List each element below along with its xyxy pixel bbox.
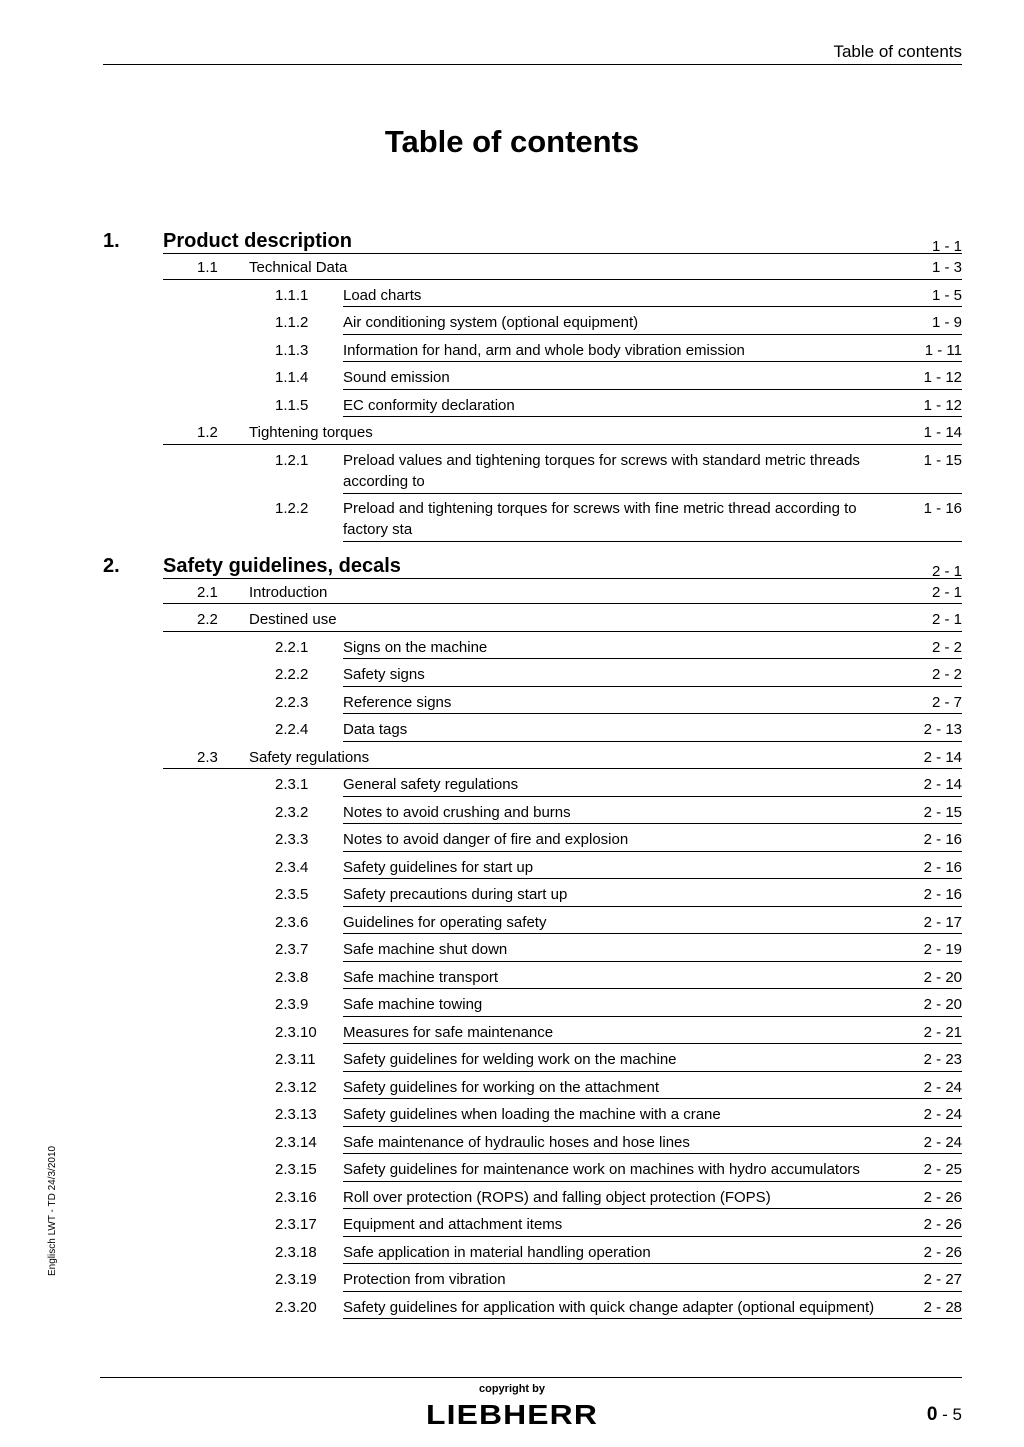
toc-entry-page: 2 - 2: [931, 638, 962, 656]
toc-entry-page: 1 - 5: [931, 286, 962, 304]
toc-entry-title: Safety signs: [343, 666, 425, 683]
toc-entry-number: 1.1.5: [275, 396, 309, 414]
toc-entry-title: General safety regulations: [343, 776, 519, 793]
toc-entry-rule: [343, 493, 962, 494]
toc-entry-number: 2.2: [197, 611, 218, 628]
toc-entry-rule: [163, 631, 962, 632]
toc-entry-number: 2.3.8: [275, 968, 309, 986]
toc-entry-title: Reference signs: [343, 693, 452, 711]
toc-entry-number: 2.2.3: [275, 693, 309, 711]
toc-entry-page: 2 - 16: [923, 886, 962, 903]
toc-entry-page: 2 - 17: [923, 913, 962, 931]
toc-entry-page: 2 - 20: [923, 968, 962, 986]
toc-entry-page: 2 - 20: [923, 996, 962, 1013]
toc-entry-number: 1.2.1: [275, 451, 309, 469]
toc-entry-number: 2.3.4: [275, 858, 309, 876]
toc-entry-rule: [343, 1291, 962, 1292]
toc-entry-rule: [343, 906, 962, 907]
toc-entry-title: Signs on the machine: [343, 638, 488, 656]
toc-entry-number: 1.1.4: [275, 369, 309, 386]
toc-entry-rule: [343, 334, 962, 335]
toc-entry-rule: [163, 444, 962, 445]
toc-entry-number: 1.1.1: [275, 286, 309, 304]
toc-entry-number: 2.3.11: [275, 1051, 316, 1068]
toc-entry-rule: [343, 1153, 962, 1154]
toc-entry-page: 2 - 24: [923, 1106, 962, 1123]
toc-entry-title: Data tags: [343, 721, 408, 738]
toc-entry-page: 1 - 11: [924, 341, 962, 359]
toc-entry-rule: [343, 686, 962, 687]
toc-entry-rule: [343, 1181, 962, 1182]
toc-entry-number: 2.2.1: [275, 638, 309, 656]
toc-entry-rule: [343, 1318, 962, 1319]
toc-entry-page: 2 - 25: [923, 1161, 962, 1178]
toc-entry-rule: [343, 1043, 962, 1044]
toc-entry-page: 2 - 24: [923, 1133, 962, 1151]
toc-entry-number: 2.3.9: [275, 996, 309, 1013]
toc-entry-number: 2.3.14: [275, 1133, 317, 1151]
toc-entry-title: Tightening torques: [249, 424, 373, 441]
toc-entry-title: Preload and tightening torques for screws with fine metric thread according to factory sta: [343, 499, 857, 538]
toc-entry-page: 2 - 26: [923, 1243, 962, 1261]
toc-entry-rule: [343, 878, 962, 879]
toc-entry-number: 1.: [103, 230, 120, 252]
toc-entry-page: 2 - 27: [923, 1271, 962, 1288]
toc-entry-page: 2 - 14: [923, 748, 962, 766]
toc-entry-page: 2 - 21: [923, 1023, 962, 1041]
toc-entry-number: 2.3.16: [275, 1188, 317, 1206]
toc-entry-rule: [343, 988, 962, 989]
toc-entry-page: 2 - 16: [923, 831, 962, 848]
toc-entry-number: 2.3.12: [275, 1078, 317, 1096]
toc-entry-page: 1 - 12: [923, 396, 962, 414]
toc-entry-page: 2 - 26: [923, 1216, 962, 1233]
toc-entry-rule: [343, 1263, 962, 1264]
toc-entry-page: 2 - 13: [923, 721, 962, 738]
toc-entry-title: Safe maintenance of hydraulic hoses and hose lines: [343, 1133, 690, 1151]
toc-entry-number: 2.3: [197, 748, 218, 766]
toc-entry-title: Safety guidelines, decals: [163, 554, 401, 577]
liebherr-logo: [424, 1400, 600, 1428]
toc-entry-page: 2 - 14: [923, 776, 962, 793]
page-suffix: - 5: [937, 1405, 962, 1424]
toc-entry-page: 2 - 7: [931, 693, 962, 711]
toc-entry-title: Protection from vibration: [343, 1271, 506, 1288]
toc-entry-title: EC conformity declaration: [343, 396, 515, 414]
toc-entry-rule: [343, 741, 962, 742]
toc-entry-title: Sound emission: [343, 369, 450, 386]
toc-entry-rule: [343, 541, 962, 542]
toc-entry-title: Safety guidelines for maintenance work on machines with hydro accumulators: [343, 1161, 860, 1178]
toc-entry-rule: [343, 1071, 962, 1072]
toc-entry-number: 2.2.2: [275, 666, 309, 683]
toc-entry-title: Safety guidelines when loading the machine with a crane: [343, 1106, 721, 1123]
header-title: Table of contents: [833, 42, 962, 61]
toc-entry-rule: [343, 1208, 962, 1209]
toc-entry-number: 2.3.13: [275, 1106, 317, 1123]
toc-entry-title: Destined use: [249, 611, 337, 628]
toc-entry-rule: [343, 933, 962, 934]
toc-entry-rule: [343, 306, 962, 307]
toc-entry-page: 1 - 9: [931, 314, 962, 331]
toc-entry-title: Equipment and attachment items: [343, 1216, 563, 1233]
toc-entry-rule: [343, 1016, 962, 1017]
toc-entry-title: Safety guidelines for working on the attachment: [343, 1078, 660, 1096]
toc-entry-title: Safety precautions during start up: [343, 886, 568, 903]
toc-entry-number: 2.3.6: [275, 913, 309, 931]
toc-entry-title: Preload values and tightening torques for screws with standard metric threads according to: [343, 451, 860, 490]
toc-entry-number: 2.3.7: [275, 941, 309, 958]
toc-entry-rule: [343, 713, 962, 714]
toc-entry-page: 2 - 15: [923, 803, 962, 821]
toc-entry-rule: [163, 279, 962, 280]
toc-entry-number: 2.3.1: [275, 776, 309, 793]
toc-entry-rule: [343, 361, 962, 362]
toc-entry-number: 2.3.17: [275, 1216, 317, 1233]
toc-entry-number: 2.2.4: [275, 721, 309, 738]
toc-entry-title: Notes to avoid crushing and burns: [343, 803, 571, 821]
toc-entry-rule: [163, 578, 962, 579]
toc-entry-title: Product description: [163, 230, 352, 252]
chapter-number: 0: [926, 1404, 938, 1425]
logo-text: LIEBHERR: [426, 1400, 598, 1428]
toc-entry-page: 2 - 23: [923, 1051, 962, 1068]
toc-entry-rule: [343, 1126, 962, 1127]
toc-entry-page: 2 - 1: [931, 611, 962, 628]
toc-entry-title: Introduction: [249, 583, 328, 601]
toc-entry-number: 2.3.15: [275, 1161, 317, 1178]
toc-entry-title: Safety regulations: [249, 748, 370, 766]
toc-entry-rule: [343, 1098, 962, 1099]
toc-entry-title: Safe machine transport: [343, 968, 499, 986]
toc-entry-page: 1 - 14: [923, 424, 962, 441]
toc-entry-rule: [343, 658, 962, 659]
toc-entry-rule: [343, 796, 962, 797]
toc-entry-page: 2 - 16: [923, 858, 962, 876]
toc-entry-number: 2.3.3: [275, 831, 309, 848]
toc-entry-rule: [343, 389, 962, 390]
page-title: Table of contents: [384, 124, 640, 159]
toc-entry-number: 2.3.2: [275, 803, 309, 821]
toc-entry-number: 2.: [103, 554, 120, 577]
toc-entry-page: 2 - 28: [923, 1298, 962, 1316]
toc-entry-title: Notes to avoid danger of fire and explosion: [343, 831, 629, 848]
toc-entry-page: 1 - 3: [931, 259, 962, 276]
toc-entry-rule: [343, 961, 962, 962]
toc-entry-number: 2.3.19: [275, 1271, 317, 1288]
toc-entry-number: 1.1: [197, 259, 218, 276]
toc-entry-title: Guidelines for operating safety: [343, 913, 547, 931]
toc-entry-page: 2 - 2: [931, 666, 962, 683]
toc-entry-rule: [343, 416, 962, 417]
toc-entry-number: 2.3.18: [275, 1243, 317, 1261]
toc-entry-page: 2 - 1: [931, 562, 962, 580]
toc-entry-number: 2.3.5: [275, 886, 309, 903]
toc-entry-title: Safe machine shut down: [343, 941, 508, 958]
toc-entry-rule: [163, 603, 962, 604]
toc-entry-title: Safe machine towing: [343, 996, 483, 1013]
toc-entry-page: 2 - 24: [923, 1078, 962, 1096]
footer-rule: [100, 1377, 962, 1378]
copyright-label: copyright by: [478, 1383, 545, 1395]
toc-entry-number: 2.1: [197, 583, 218, 601]
toc-entry-title: Technical Data: [249, 259, 348, 276]
toc-entry-page: 1 - 1: [931, 238, 962, 255]
toc-entry-rule: [163, 768, 962, 769]
toc-entry-page: 2 - 1: [931, 583, 962, 601]
toc-entry-title: Safety guidelines for start up: [343, 858, 534, 876]
toc-entry-title: Air conditioning system (optional equipment): [343, 314, 639, 331]
side-note: Englisch LWT - TD 24/3/2010: [47, 1145, 58, 1276]
toc-entry-rule: [163, 253, 962, 254]
toc-entry-number: 1.1.3: [275, 341, 309, 359]
toc-entry-number: 2.3.10: [275, 1023, 317, 1041]
toc-entry-page: 1 - 12: [923, 369, 962, 386]
toc-entry-number: 1.2.2: [275, 499, 309, 517]
toc-entry-page: 2 - 26: [923, 1188, 962, 1206]
toc-entry-title: Safety guidelines for welding work on the machine: [343, 1051, 677, 1068]
toc-entry-page: 2 - 19: [923, 941, 962, 958]
page-number: [927, 1404, 962, 1426]
toc-entry-title: Safety guidelines for application with quick change adapter (optional equipment): [343, 1298, 875, 1316]
toc-entry-number: 2.3.20: [275, 1298, 317, 1316]
toc-entry-number: 1.2: [197, 424, 218, 441]
toc-entry-rule: [343, 1236, 962, 1237]
toc-entry-rule: [343, 851, 962, 852]
toc-entry-page: 1 - 15: [923, 451, 962, 469]
toc-entry-rule: [343, 823, 962, 824]
toc-entry-title: Measures for safe maintenance: [343, 1023, 554, 1041]
toc-entry-page: 1 - 16: [923, 499, 962, 517]
toc-entry-title: Information for hand, arm and whole body vibration emission: [343, 341, 745, 359]
toc-entry-number: 1.1.2: [275, 314, 309, 331]
toc-entry-title: Roll over protection (ROPS) and falling object protection (FOPS): [343, 1188, 771, 1206]
toc-entry-title: Safe application in material handling operation: [343, 1243, 651, 1261]
toc-entry-title: Load charts: [343, 286, 422, 304]
